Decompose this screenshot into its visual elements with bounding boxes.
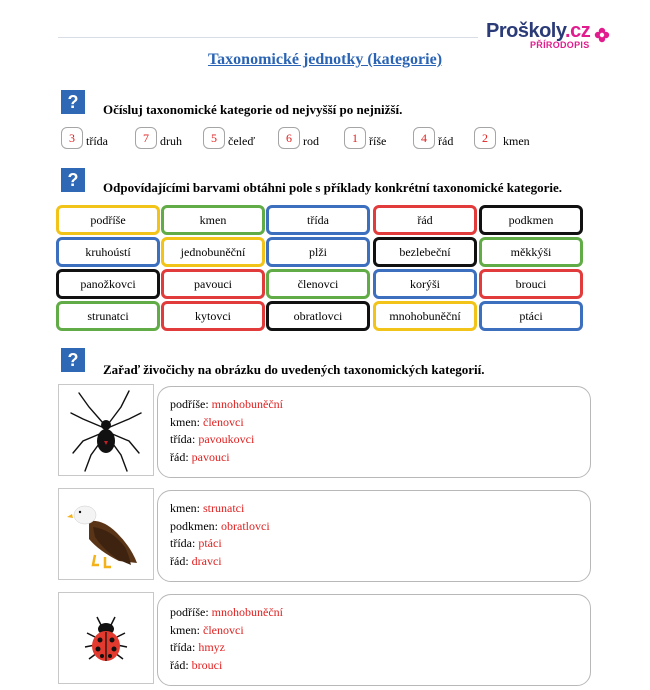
example-pill[interactable]: kytovci — [161, 301, 265, 331]
answer-line: řád: dravci — [170, 553, 222, 568]
answer-card — [157, 386, 591, 478]
example-pill[interactable]: podkmen — [479, 205, 583, 235]
task3-instruction: Zařaď živočichy na obrázku do uvedených taxonomických kategorií. — [103, 362, 485, 377]
category-word: říše — [369, 134, 387, 148]
example-pill[interactable]: plži — [266, 237, 370, 267]
answer-line: třída: pavoukovci — [170, 432, 255, 446]
answer-line: kmen: strunatci — [170, 501, 245, 515]
example-pill[interactable]: třída — [266, 205, 370, 235]
example-pill[interactable]: bezlebeční — [373, 237, 477, 267]
page-title: Taxonomické jednotky (kategorie) — [207, 51, 443, 68]
eagle-image — [58, 488, 154, 580]
example-pill[interactable]: pavouci — [161, 269, 265, 299]
answer-line: podříše: mnohobuněční — [170, 605, 283, 619]
example-pill[interactable]: ptáci — [479, 301, 583, 331]
answer-line: třída: ptáci — [170, 536, 222, 550]
answer-line: řád: brouci — [170, 657, 223, 672]
header-divider — [58, 37, 478, 38]
category-word: třída — [86, 134, 108, 148]
example-pill[interactable]: korýši — [373, 269, 477, 299]
example-pill[interactable]: členovci — [266, 269, 370, 299]
answer-card — [157, 594, 591, 686]
order-number-box[interactable]: 2 — [474, 127, 496, 149]
example-pill[interactable]: podříše — [56, 205, 160, 235]
answer-line: kmen: členovci — [170, 414, 244, 429]
answer-line: podříše: mnohobuněční — [170, 397, 283, 411]
category-word: kmen — [503, 134, 530, 148]
example-pill[interactable]: brouci — [479, 269, 583, 299]
answer-line: řád: pavouci — [170, 449, 230, 464]
question-icon: ? — [61, 168, 85, 192]
example-pill[interactable]: jednobuněční — [161, 237, 265, 267]
example-pill[interactable]: měkkýši — [479, 237, 583, 267]
category-word: rod — [303, 134, 319, 148]
spider-image — [58, 384, 154, 476]
answer-line: kmen: členovci — [170, 622, 244, 637]
task2-instruction: Odpovídajícími barvami obtáhni pole s příklady konkrétní taxonomické kategorie. — [103, 180, 563, 195]
order-number-box[interactable]: 6 — [278, 127, 300, 149]
task1-instruction: Očísluj taxonomické kategorie od nejvyšší po nejnižší. — [103, 102, 403, 117]
proskoly-logo: Proškoly.cz PŘÍRODOPIS — [486, 20, 590, 43]
ladybug-image — [58, 592, 154, 684]
question-icon: ? — [61, 90, 85, 114]
example-pill[interactable]: kruhoústí — [56, 237, 160, 267]
example-pill[interactable]: obratlovci — [266, 301, 370, 331]
question-icon: ? — [61, 348, 85, 372]
order-number-box[interactable]: 3 — [61, 127, 83, 149]
answer-card — [157, 490, 591, 582]
example-pill[interactable]: mnohobuněční — [373, 301, 477, 331]
category-word: druh — [160, 134, 182, 148]
order-number-box[interactable]: 1 — [344, 127, 366, 149]
order-number-box[interactable]: 7 — [135, 127, 157, 149]
example-pill[interactable]: kmen — [161, 205, 265, 235]
flower-icon — [594, 27, 610, 43]
category-word: čeleď — [228, 134, 256, 148]
category-word: řád — [438, 134, 454, 148]
order-number-box[interactable]: 5 — [203, 127, 225, 149]
example-pill[interactable]: řád — [373, 205, 477, 235]
answer-line: podkmen: obratlovci — [170, 518, 270, 533]
answer-line: třída: hmyz — [170, 640, 225, 654]
example-pill[interactable]: strunatci — [56, 301, 160, 331]
order-number-box[interactable]: 4 — [413, 127, 435, 149]
example-pill[interactable]: panožkovci — [56, 269, 160, 299]
